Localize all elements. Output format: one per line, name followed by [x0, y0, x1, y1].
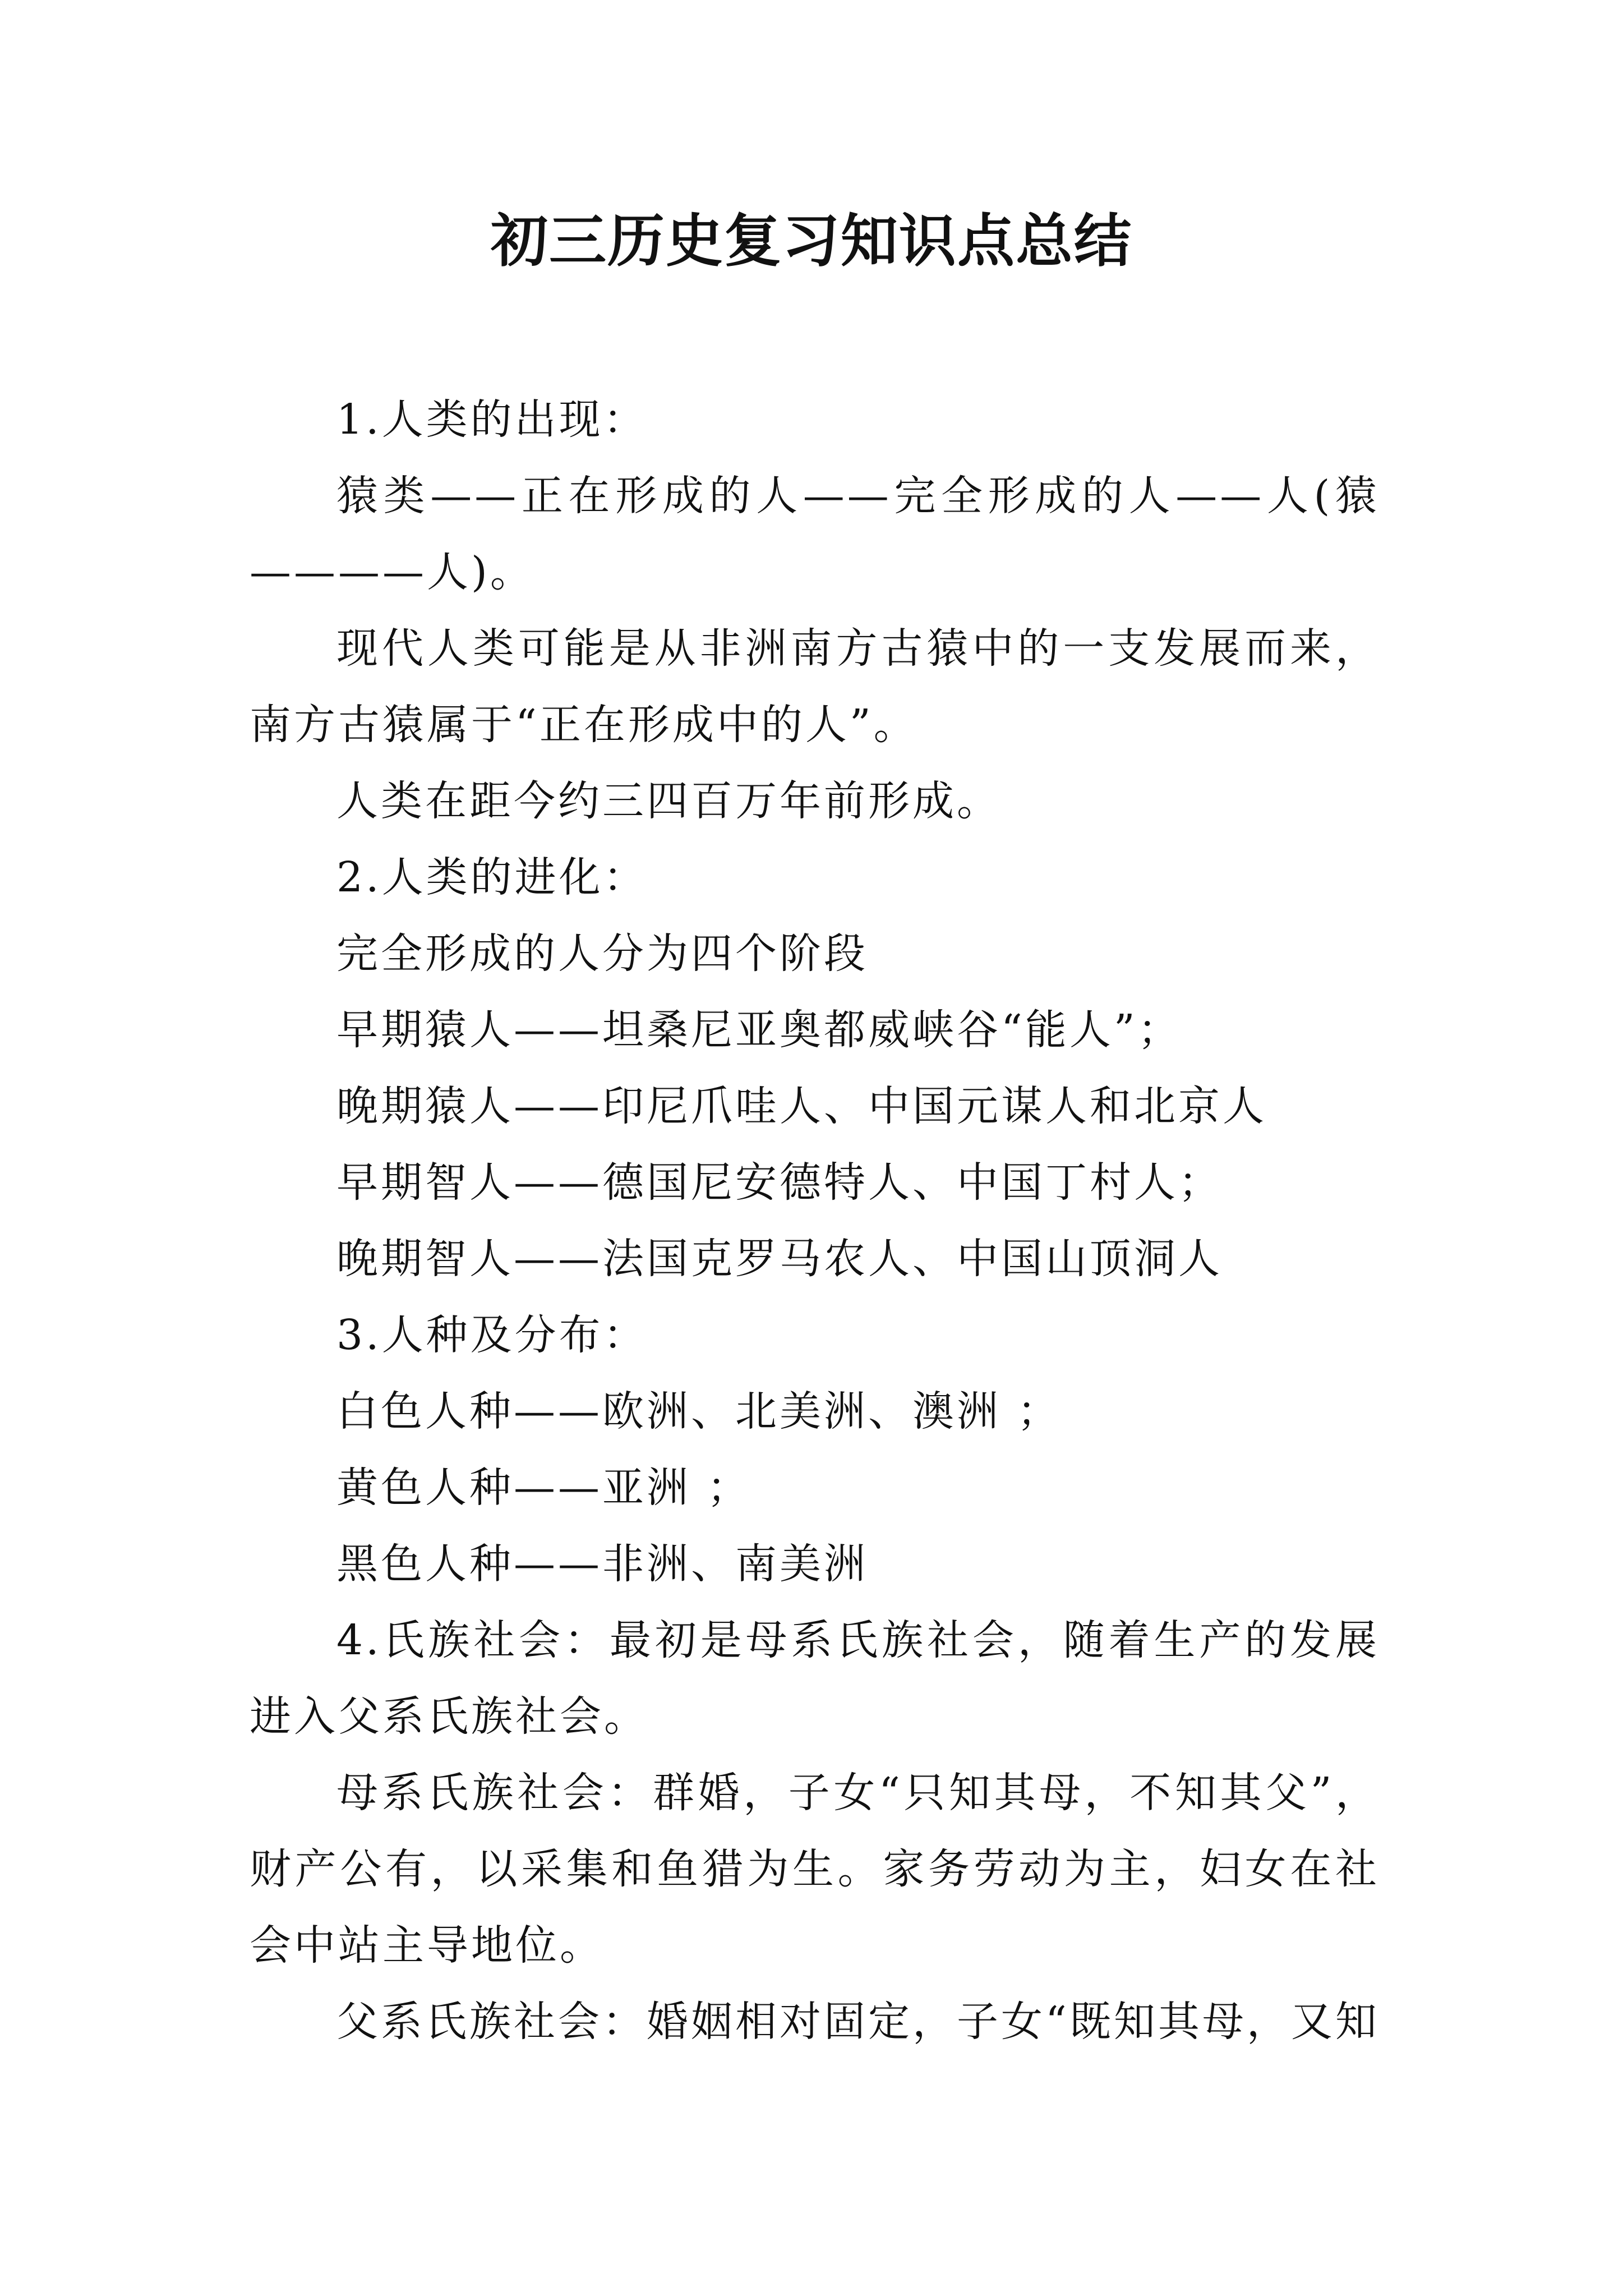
- paragraph: 晚期智人——法国克罗马农人、中国山顶洞人: [336, 1235, 1223, 1283]
- document-body: [250, 381, 1380, 2060]
- paragraph: 早期猿人——坦桑尼亚奥都威峡谷“能人”；: [336, 1006, 1182, 1054]
- paragraph: 黄色人种——亚洲 ；: [336, 1464, 751, 1512]
- paragraph: 母系氏族社会：群婚，子女“只知其母，不知其父”，财产公有，以采集和鱼猎为生。家务劳动为主，妇女在社会中站主导地位。: [250, 1769, 1380, 1970]
- paragraph: 现代人类可能是从非洲南方古猿中的一支发展而来，南方古猿属于“正在形成中的人”。: [250, 624, 1380, 749]
- paragraph: 父系氏族社会：婚姻相对固定，子女“既知其母，又知: [336, 1998, 1380, 2046]
- paragraph: 早期智人——德国尼安德特人、中国丁村人；: [336, 1158, 1223, 1207]
- paragraph: 2.人类的进化：: [336, 853, 648, 901]
- document-title: 初三历史复习知识点总结: [491, 208, 1132, 275]
- paragraph: 晚期猿人——印尼爪哇人、中国元谋人和北京人: [336, 1082, 1267, 1130]
- paragraph: 完全形成的人分为四个阶段: [336, 930, 868, 978]
- paragraph: 1.人类的出现：: [336, 395, 648, 444]
- paragraph: 黑色人种——非洲、南美洲: [336, 1540, 868, 1588]
- paragraph: 白色人种——欧洲、北美洲、澳洲 ；: [336, 1387, 1062, 1435]
- paragraph: 4.氏族社会：最初是母系氏族社会，随着生产的发展进入父系氏族社会。: [250, 1616, 1380, 1741]
- paragraph: 3.人种及分布：: [336, 1311, 648, 1359]
- paragraph: 猿类——正在形成的人——完全形成的人——人(猿————人)。: [250, 472, 1380, 596]
- paragraph: 人类在距今约三四百万年前形成。: [336, 777, 1001, 825]
